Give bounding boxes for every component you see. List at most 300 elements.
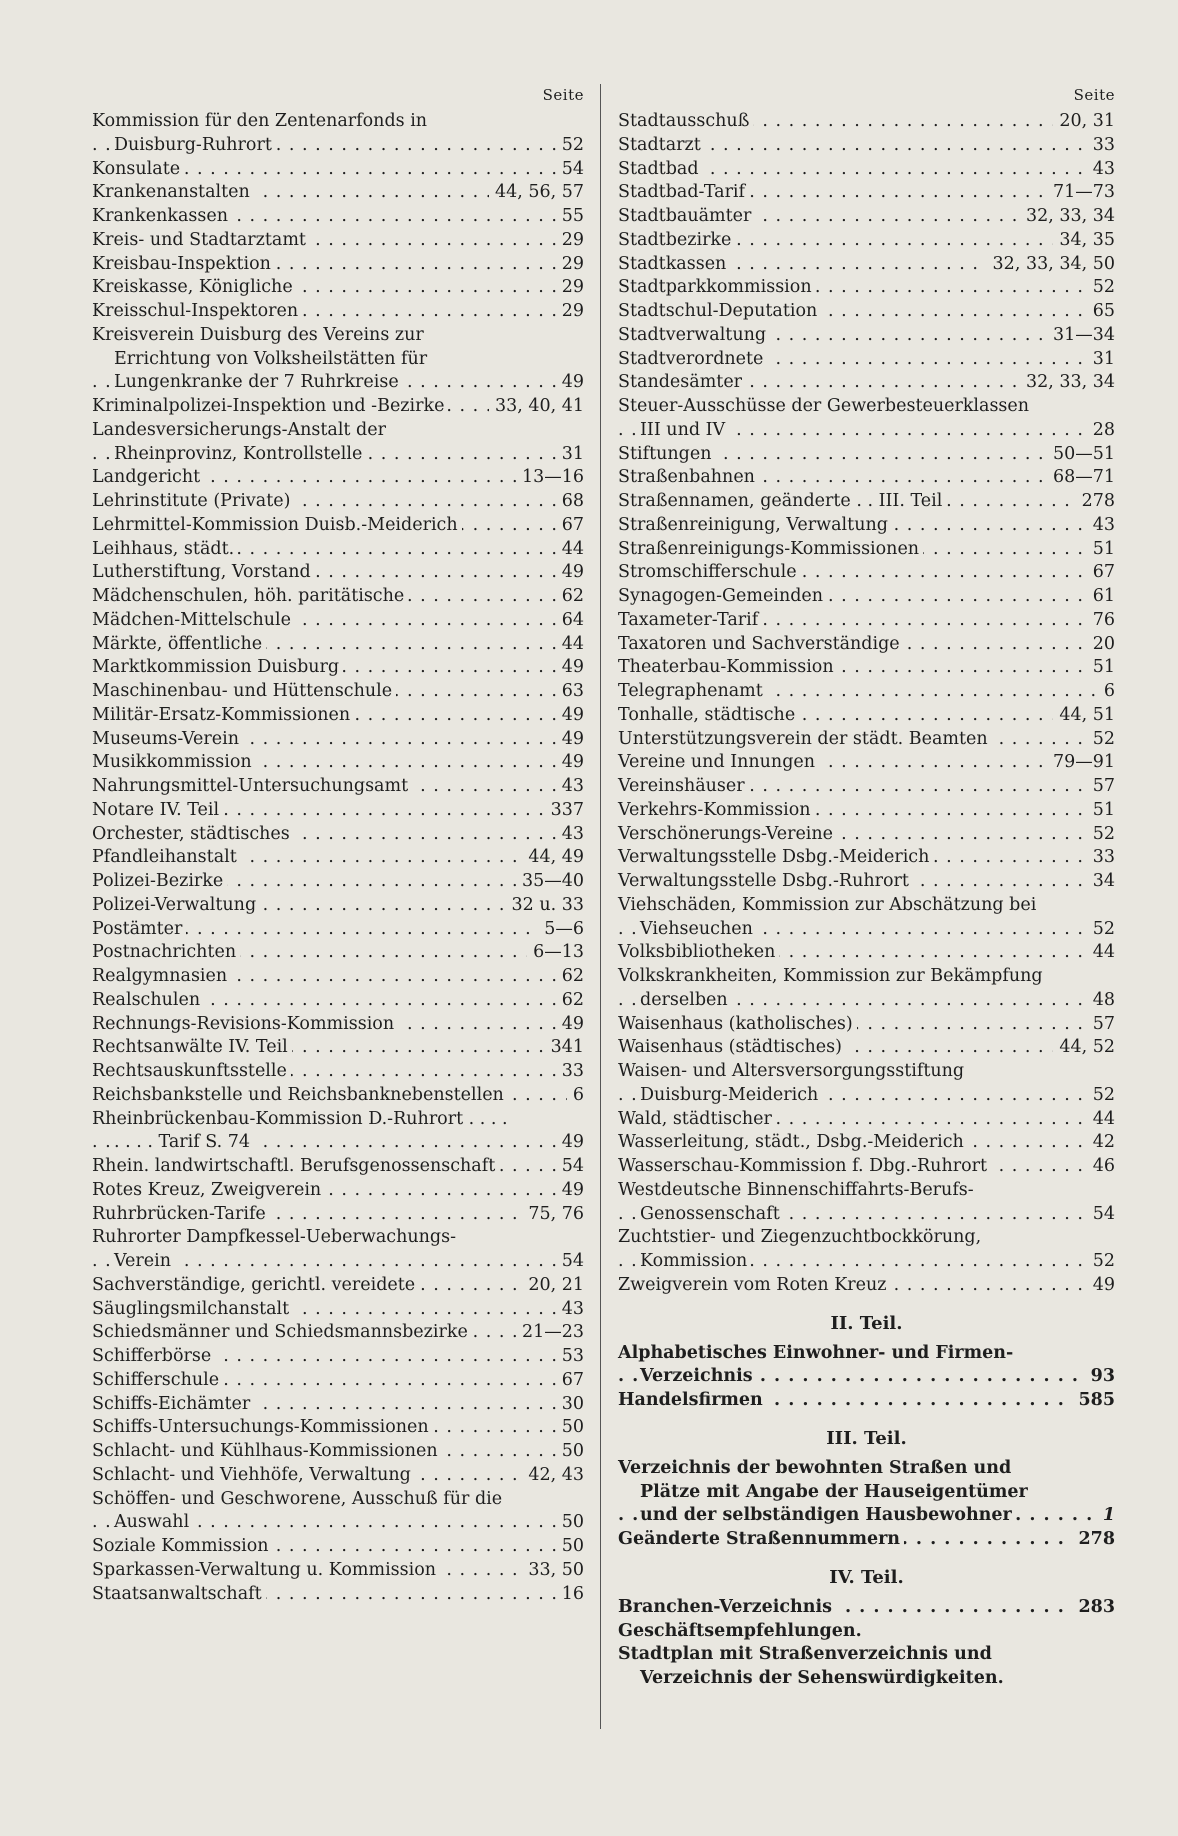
index-entry bbox=[92, 395, 584, 419]
index-entry bbox=[618, 1131, 1115, 1155]
entry-title: Lehrmittel-Kommission Duisb.-Meiderich bbox=[92, 515, 462, 535]
entry-page-number: 20 bbox=[1087, 633, 1115, 657]
index-entry bbox=[92, 1583, 584, 1607]
entry-page-number: 64 bbox=[556, 609, 584, 633]
entry-page-number: 50 bbox=[556, 1535, 584, 1559]
entry-page-number: 50—51 bbox=[1047, 443, 1115, 467]
index-entry bbox=[618, 490, 1115, 514]
entry-page-number: 57 bbox=[1087, 1013, 1115, 1037]
entry-title: Stadtbad-Tarif bbox=[618, 182, 749, 202]
entry-title: Steuer-Ausschüsse der Gewerbesteuerklassen III und IV bbox=[618, 396, 1030, 440]
entry-title: Wasserschau-Kommission f. Dbg.-Ruhrort bbox=[618, 1156, 991, 1176]
index-entry bbox=[92, 1559, 584, 1583]
index-entry bbox=[618, 1179, 1115, 1227]
entry-title: Verkehrs-Kommission bbox=[618, 800, 815, 820]
entry-page-number: 71—73 bbox=[1047, 181, 1115, 205]
entry-page-number: 44, 52 bbox=[1053, 1036, 1115, 1060]
index-entry bbox=[92, 965, 584, 989]
entry-title: Wasserleitung, städt., Dsbg.-Meiderich bbox=[618, 1132, 968, 1152]
index-entry bbox=[618, 348, 1115, 372]
index-entry bbox=[92, 633, 584, 657]
entry-page-number: 44 bbox=[1087, 1108, 1115, 1132]
index-entry bbox=[92, 1393, 584, 1417]
index-entry bbox=[618, 395, 1115, 443]
entry-title: Sparkassen-Verwaltung u. Kommission bbox=[92, 1560, 440, 1580]
entry-title: Schlacht- und Viehhöfe, Verwaltung bbox=[92, 1465, 415, 1485]
index-entry bbox=[92, 1416, 584, 1440]
entry-page-number: 52 bbox=[1087, 728, 1115, 752]
entry-page-number: 585 bbox=[1072, 1389, 1115, 1413]
entry-title: Branchen-Verzeichnis bbox=[618, 1597, 836, 1617]
entry-title: Straßenbahnen bbox=[618, 467, 759, 487]
index-entry bbox=[92, 538, 584, 562]
index-entry bbox=[92, 1345, 584, 1369]
entry-page-number: 49 bbox=[556, 751, 584, 775]
entry-title: Rechtsauskunftsstelle bbox=[92, 1061, 291, 1081]
section-heading: II. Teil. bbox=[830, 1312, 903, 1334]
index-entry bbox=[618, 205, 1115, 229]
entry-title: Kreiskasse, Königliche bbox=[92, 277, 297, 297]
index-entry bbox=[92, 181, 584, 205]
index-entry bbox=[618, 965, 1115, 1013]
index-entry bbox=[92, 1226, 584, 1274]
entry-page-number: 44, 49 bbox=[522, 846, 584, 870]
entry-page-number: 65 bbox=[1087, 300, 1115, 324]
entry-page-number: 49 bbox=[556, 656, 584, 680]
entry-page-number: 49 bbox=[556, 728, 584, 752]
entry-title: Rotes Kreuz, Zweigverein bbox=[92, 1180, 325, 1200]
index-entry bbox=[92, 1321, 584, 1345]
entry-title: Stiftungen bbox=[618, 444, 716, 464]
entry-page-number: 68 bbox=[556, 490, 584, 514]
entry-page-number: 79—91 bbox=[1047, 751, 1115, 775]
index-entry bbox=[92, 1464, 584, 1488]
entry-title: Polizei-Verwaltung bbox=[92, 895, 260, 915]
entry-page-number: 54 bbox=[1087, 1203, 1115, 1227]
index-entry bbox=[92, 941, 584, 965]
entry-page-number: 76 bbox=[1087, 609, 1115, 633]
entry-page-number: 52 bbox=[1087, 918, 1115, 942]
entry-page-number: 63 bbox=[556, 680, 584, 704]
entry-page-number: 32, 33, 34, 50 bbox=[987, 253, 1115, 277]
entry-title: Sachverständige, gerichtl. vereidete bbox=[92, 1275, 419, 1295]
entry-page-number: 31—34 bbox=[1047, 324, 1115, 348]
entry-title: Straßennamen, geänderte . . III. Teil bbox=[618, 491, 946, 511]
index-entry bbox=[618, 1060, 1115, 1108]
index-entry bbox=[92, 1274, 584, 1298]
index-entry bbox=[92, 846, 584, 870]
index-entry bbox=[618, 158, 1115, 182]
entry-title: Schöffen- und Geschworene, Ausschuß für die Auswahl bbox=[92, 1488, 503, 1533]
entry-title: Pfandleihanstalt bbox=[92, 847, 241, 867]
index-entry bbox=[618, 110, 1115, 134]
entry-page-number: 52 bbox=[1087, 1250, 1115, 1274]
entry-title: Volkskrankheiten, Kommission zur Bekämpfung derselben bbox=[618, 966, 1043, 1010]
entry-page-number: 61 bbox=[1087, 585, 1115, 609]
entry-title: Zweigverein vom Roten Kreuz bbox=[618, 1275, 891, 1295]
section-heading: III. Teil. bbox=[826, 1427, 907, 1449]
index-entry bbox=[92, 989, 584, 1013]
entry-title: Taxatoren und Sachverständige bbox=[618, 634, 904, 654]
entry-page-number: 75, 76 bbox=[522, 1203, 584, 1227]
entry-title: Waisenhaus (katholisches) bbox=[618, 1014, 857, 1034]
index-entry bbox=[92, 704, 584, 728]
entry-page-number: 6 bbox=[567, 1084, 584, 1108]
index-entry bbox=[92, 1179, 584, 1203]
entry-page-number: 5—6 bbox=[538, 918, 584, 942]
index-entry bbox=[618, 656, 1115, 680]
entry-page-number: 49 bbox=[556, 1131, 584, 1155]
entry-page-number: 29 bbox=[556, 229, 584, 253]
entry-title: Alphabetisches Einwohner- und Firmen-Verzeichnis bbox=[618, 1342, 1014, 1387]
entry-title: Krankenanstalten bbox=[92, 182, 254, 202]
index-entry bbox=[92, 656, 584, 680]
index-entry bbox=[618, 134, 1115, 158]
index-entry bbox=[618, 633, 1115, 657]
index-entry bbox=[618, 1226, 1115, 1274]
entry-page-number: 33 bbox=[556, 1060, 584, 1084]
index-entry bbox=[618, 609, 1115, 633]
entry-title: Verzeichnis der bewohnten Straßen und Plätze mit Angabe der Hauseigentümer und der selbständigen Hausbewohner bbox=[618, 1457, 1028, 1526]
entry-title: Kreisschul-Inspektoren bbox=[92, 301, 302, 321]
entry-page-number: 54 bbox=[556, 158, 584, 182]
index-entry bbox=[618, 1389, 1115, 1413]
index-entry bbox=[92, 158, 584, 182]
entry-page-number: 67 bbox=[556, 514, 584, 538]
entry-page-number: 34 bbox=[1087, 870, 1115, 894]
entry-title: Realgymnasien bbox=[92, 966, 231, 986]
entry-page-number: 28 bbox=[1087, 419, 1115, 443]
index-entry bbox=[92, 276, 584, 300]
entry-title: Kommission für den Zentenarfonds in Duisburg-Ruhrort bbox=[92, 111, 428, 155]
entry-title: Postnachrichten bbox=[92, 942, 240, 962]
entry-page-number: 33, 40, 41 bbox=[489, 395, 584, 419]
index-entry bbox=[618, 300, 1115, 324]
entry-page-number: 52 bbox=[1087, 1084, 1115, 1108]
index-entry bbox=[618, 799, 1115, 823]
index-entry bbox=[92, 1535, 584, 1559]
entry-page-number: 93 bbox=[1085, 1365, 1115, 1389]
entry-page-number: 48 bbox=[1087, 989, 1115, 1013]
index-entry bbox=[618, 229, 1115, 253]
entry-page-number: 49 bbox=[556, 1013, 584, 1037]
entry-page-number: 283 bbox=[1072, 1596, 1115, 1620]
entry-title: Rheinbrückenbau-Kommission D.-Ruhrort . . . . . . . . Tarif S. 74 bbox=[92, 1108, 508, 1153]
index-entry bbox=[92, 918, 584, 942]
index-entry bbox=[92, 253, 584, 277]
entry-title: Schiffs-Eichämter bbox=[92, 1394, 254, 1414]
entry-page-number: 16 bbox=[556, 1583, 584, 1607]
entry-title: Schiffs-Untersuchungs-Kommissionen bbox=[92, 1417, 433, 1437]
entry-page-number: 49 bbox=[556, 1179, 584, 1203]
entry-title: Ruhrbrücken-Tarife bbox=[92, 1204, 270, 1224]
entry-page-number: 21—23 bbox=[516, 1321, 584, 1345]
section-heading: IV. Teil. bbox=[829, 1566, 904, 1588]
index-entry bbox=[92, 1084, 584, 1108]
index-entry bbox=[92, 110, 584, 158]
index-entry bbox=[92, 514, 584, 538]
entry-title: Standesämter bbox=[618, 372, 746, 392]
entry-title: Stadtbad bbox=[618, 159, 703, 179]
entry-title: Rechnungs-Revisions-Kommission bbox=[92, 1014, 398, 1034]
index-entry bbox=[92, 419, 584, 467]
index-entry bbox=[92, 751, 584, 775]
index-entry bbox=[618, 1342, 1115, 1390]
entry-title: Kreisbau-Inspektion bbox=[92, 254, 275, 274]
entry-title: Zuchtstier- und Ziegenzuchtbockkörung, Kommission bbox=[618, 1227, 982, 1271]
index-entry bbox=[618, 823, 1115, 847]
index-entry bbox=[618, 1155, 1115, 1179]
entry-title: Wald, städtischer bbox=[618, 1109, 776, 1129]
entry-title: Theaterbau-Kommission bbox=[618, 657, 838, 677]
page-column-header: Seite bbox=[542, 86, 584, 104]
entry-title: Postämter bbox=[92, 919, 186, 939]
entry-page-number: 20, 31 bbox=[1053, 110, 1115, 134]
entry-title: Stadtkassen bbox=[618, 254, 730, 274]
entry-page-number: 52 bbox=[1087, 823, 1115, 847]
index-entry bbox=[618, 704, 1115, 728]
index-entry bbox=[92, 1013, 584, 1037]
entry-page-number: 50 bbox=[556, 1440, 584, 1464]
entry-page-number: 42, 43 bbox=[522, 1464, 584, 1488]
entry-page-number: 49 bbox=[1087, 1274, 1115, 1298]
entry-title: Straßenreinigungs-Kommissionen bbox=[618, 539, 923, 559]
entry-title: Stadtausschuß bbox=[618, 111, 753, 131]
index-entry bbox=[92, 823, 584, 847]
index-entry bbox=[618, 894, 1115, 942]
index-entry bbox=[92, 1203, 584, 1227]
entry-page-number: 62 bbox=[556, 989, 584, 1013]
index-entry bbox=[618, 181, 1115, 205]
index-entry bbox=[618, 1620, 1115, 1644]
index-entry bbox=[618, 514, 1115, 538]
entry-title: Synagogen-Gemeinden bbox=[618, 586, 827, 606]
entry-page-number: 29 bbox=[556, 253, 584, 277]
entry-title: Museums-Verein bbox=[92, 729, 243, 749]
index-entry bbox=[618, 1457, 1115, 1528]
entry-title: Unterstützungsverein der städt. Beamten bbox=[618, 729, 992, 749]
entry-title: Telegraphenamt bbox=[618, 681, 767, 701]
entry-page-number: 29 bbox=[556, 276, 584, 300]
entry-title: Lutherstiftung, Vorstand bbox=[92, 562, 315, 582]
entry-page-number: 62 bbox=[556, 965, 584, 989]
index-column-right bbox=[618, 80, 1115, 1691]
index-entry bbox=[92, 1155, 584, 1179]
entry-title: Stadtverwaltung bbox=[618, 325, 770, 345]
index-entry bbox=[618, 1274, 1115, 1298]
entry-page-number: 29 bbox=[556, 300, 584, 324]
entry-page-number: 278 bbox=[1076, 490, 1115, 514]
index-list-right bbox=[618, 110, 1115, 1298]
entry-page-number: 44 bbox=[1087, 941, 1115, 965]
entry-title: Kreisverein Duisburg des Vereins zur Errichtung von Volksheilstätten für Lungenkranke der 7 Ruhrkreise bbox=[92, 324, 428, 393]
entry-title: Vereinshäuser bbox=[618, 776, 749, 796]
entry-page-number: 51 bbox=[1087, 538, 1115, 562]
entry-title: Verschönerungs-Vereine bbox=[618, 824, 837, 844]
entry-title: Mädchenschulen, höh. paritätische bbox=[92, 586, 408, 606]
entry-title: Märkte, öffentliche bbox=[92, 634, 266, 654]
index-entry bbox=[92, 300, 584, 324]
index-entry bbox=[618, 775, 1115, 799]
entry-page-number: 62 bbox=[556, 585, 584, 609]
index-entry bbox=[618, 1108, 1115, 1132]
index-entry bbox=[92, 324, 584, 395]
entry-page-number: 32, 33, 34 bbox=[1020, 371, 1115, 395]
index-entry bbox=[92, 1036, 584, 1060]
entry-page-number: 43 bbox=[1087, 514, 1115, 538]
index-entry bbox=[92, 775, 584, 799]
index-entry bbox=[618, 253, 1115, 277]
entry-page-number: 51 bbox=[1087, 799, 1115, 823]
entry-title: Staatsanwaltschaft bbox=[92, 1584, 266, 1604]
entry-title: Militär-Ersatz-Kommissionen bbox=[92, 705, 354, 725]
index-entry bbox=[618, 561, 1115, 585]
entry-page-number: 43 bbox=[556, 775, 584, 799]
index-entry bbox=[92, 1298, 584, 1322]
entry-page-number: 35—40 bbox=[516, 870, 584, 894]
index-entry bbox=[618, 751, 1115, 775]
entry-page-number: 13—16 bbox=[516, 466, 584, 490]
entry-page-number: 6 bbox=[1098, 680, 1115, 704]
entry-page-number: 46 bbox=[1087, 1155, 1115, 1179]
entry-title: Geschäftsempfehlungen. bbox=[618, 1621, 866, 1641]
entry-title: Orchester, städtisches bbox=[92, 824, 294, 844]
entry-page-number: 20, 21 bbox=[522, 1274, 584, 1298]
entry-title: Kreis- und Stadtarztamt bbox=[92, 230, 310, 250]
entry-title: Marktkommission Duisburg bbox=[92, 657, 343, 677]
entry-title: Rhein. landwirtschaftl. Berufsgenossenschaft bbox=[92, 1156, 499, 1176]
entry-page-number: 1 bbox=[1097, 1504, 1115, 1528]
index-entry bbox=[92, 490, 584, 514]
entry-page-number: 68—71 bbox=[1047, 466, 1115, 490]
entry-title: Stadtparkkommission bbox=[618, 277, 816, 297]
column-divider bbox=[600, 84, 601, 1729]
entry-page-number: 278 bbox=[1072, 1528, 1115, 1552]
entry-page-number: 34, 35 bbox=[1053, 229, 1115, 253]
entry-page-number: 33 bbox=[1087, 846, 1115, 870]
entry-page-number: 42 bbox=[1087, 1131, 1115, 1155]
entry-page-number: 50 bbox=[556, 1416, 584, 1440]
entry-page-number: 31 bbox=[1087, 348, 1115, 372]
index-column-left bbox=[92, 80, 584, 1606]
entry-title: Kriminalpolizei-Inspektion und -Bezirke bbox=[92, 396, 448, 416]
entry-title: Leihhaus, städt. bbox=[92, 539, 238, 559]
entry-title: Stromschifferschule bbox=[618, 562, 801, 582]
index-entry bbox=[92, 585, 584, 609]
entry-page-number: 43 bbox=[556, 1298, 584, 1322]
index-entry bbox=[618, 371, 1115, 395]
index-entry bbox=[618, 680, 1115, 704]
index-entry bbox=[618, 585, 1115, 609]
entry-title: Reichsbankstelle und Reichsbanknebenstellen bbox=[92, 1085, 508, 1105]
index-entry bbox=[92, 205, 584, 229]
entry-title: Landgericht bbox=[92, 467, 204, 487]
entry-title: Krankenkassen bbox=[92, 206, 232, 226]
entry-title: Stadtbauämter bbox=[618, 206, 755, 226]
index-entry bbox=[92, 609, 584, 633]
index-entry bbox=[618, 1596, 1115, 1620]
index-entry bbox=[92, 799, 584, 823]
entry-page-number: 44 bbox=[556, 633, 584, 657]
entry-title: Taxameter-Tarif bbox=[618, 610, 762, 630]
entry-title: Schifferschule bbox=[92, 1370, 223, 1390]
entry-title: Säuglingsmilchanstalt bbox=[92, 1299, 293, 1319]
index-entry bbox=[92, 728, 584, 752]
entry-page-number: 51 bbox=[1087, 656, 1115, 680]
entry-title: Lehrinstitute (Private) bbox=[92, 491, 294, 511]
entry-page-number: 54 bbox=[556, 1250, 584, 1274]
index-entry bbox=[618, 1013, 1115, 1037]
entry-title: Rechtsanwälte IV. Teil bbox=[92, 1037, 292, 1057]
index-entry bbox=[618, 728, 1115, 752]
entry-title: Waisenhaus (städtisches) bbox=[618, 1037, 846, 1057]
entry-title: Schifferbörse bbox=[92, 1346, 215, 1366]
entry-title: Schlacht- und Kühlhaus-Kommissionen bbox=[92, 1441, 442, 1461]
index-entry bbox=[618, 443, 1115, 467]
index-entry bbox=[92, 1369, 584, 1393]
entry-title: Musikkommission bbox=[92, 752, 256, 772]
index-entry bbox=[92, 229, 584, 253]
entry-title: Verwaltungsstelle Dsbg.-Ruhrort bbox=[618, 871, 913, 891]
entry-page-number: 67 bbox=[556, 1369, 584, 1393]
entry-title: Stadtbezirke bbox=[618, 230, 735, 250]
index-entry bbox=[618, 1036, 1115, 1060]
entry-title: Maschinenbau- und Hüttenschule bbox=[92, 681, 396, 701]
entry-page-number: 6—13 bbox=[527, 941, 584, 965]
entry-page-number: 30 bbox=[556, 1393, 584, 1417]
entry-title: Notare IV. Teil bbox=[92, 800, 223, 820]
entry-title: Nahrungsmittel-Untersuchungsamt bbox=[92, 776, 412, 796]
entry-title: Konsulate bbox=[92, 159, 184, 179]
entry-page-number: 44 bbox=[556, 538, 584, 562]
entry-page-number: 57 bbox=[1087, 775, 1115, 799]
entry-page-number: 31 bbox=[556, 443, 584, 467]
index-entry bbox=[618, 870, 1115, 894]
entry-title: Stadtarzt bbox=[618, 135, 705, 155]
entry-title: Landesversicherungs-Anstalt der Rheinprovinz, Kontrollstelle bbox=[92, 419, 386, 464]
entry-title: Schiedsmänner und Schiedsmannsbezirke bbox=[92, 1322, 472, 1342]
entry-title: Volksbibliotheken bbox=[618, 942, 779, 962]
entry-page-number: 32 u. 33 bbox=[506, 894, 585, 918]
entry-page-number: 44, 56, 57 bbox=[489, 181, 584, 205]
index-entry bbox=[92, 1488, 584, 1536]
index-entry bbox=[92, 870, 584, 894]
index-entry bbox=[618, 1643, 1115, 1691]
entry-title: Handelsfirmen bbox=[618, 1390, 767, 1410]
entry-page-number: 32, 33, 34 bbox=[1020, 205, 1115, 229]
index-entry bbox=[618, 276, 1115, 300]
index-entry bbox=[618, 466, 1115, 490]
page-column-header: Seite bbox=[1073, 86, 1115, 104]
entry-title: Viehschäden, Kommission zur Abschätzung bei Viehseuchen bbox=[618, 894, 1037, 939]
entry-page-number: 43 bbox=[1087, 158, 1115, 182]
entry-title: Polizei-Bezirke bbox=[92, 871, 227, 891]
entry-page-number: 52 bbox=[1087, 276, 1115, 300]
index-entry bbox=[618, 538, 1115, 562]
entry-title: Stadtschul-Deputation bbox=[618, 301, 821, 321]
index-entry bbox=[618, 941, 1115, 965]
entry-title: Westdeutsche Binnenschiffahrts-Berufs-Genossenschaft bbox=[618, 1179, 974, 1224]
entry-page-number: 52 bbox=[556, 134, 584, 158]
index-entry bbox=[618, 324, 1115, 348]
entry-title: Realschulen bbox=[92, 990, 204, 1010]
index-entry bbox=[92, 561, 584, 585]
entry-title: Geänderte Straßennummern bbox=[618, 1529, 904, 1549]
entry-page-number: 49 bbox=[556, 704, 584, 728]
entry-page-number: 44, 51 bbox=[1053, 704, 1115, 728]
entry-page-number: 33, 50 bbox=[522, 1559, 584, 1583]
index-entry bbox=[618, 1528, 1115, 1552]
